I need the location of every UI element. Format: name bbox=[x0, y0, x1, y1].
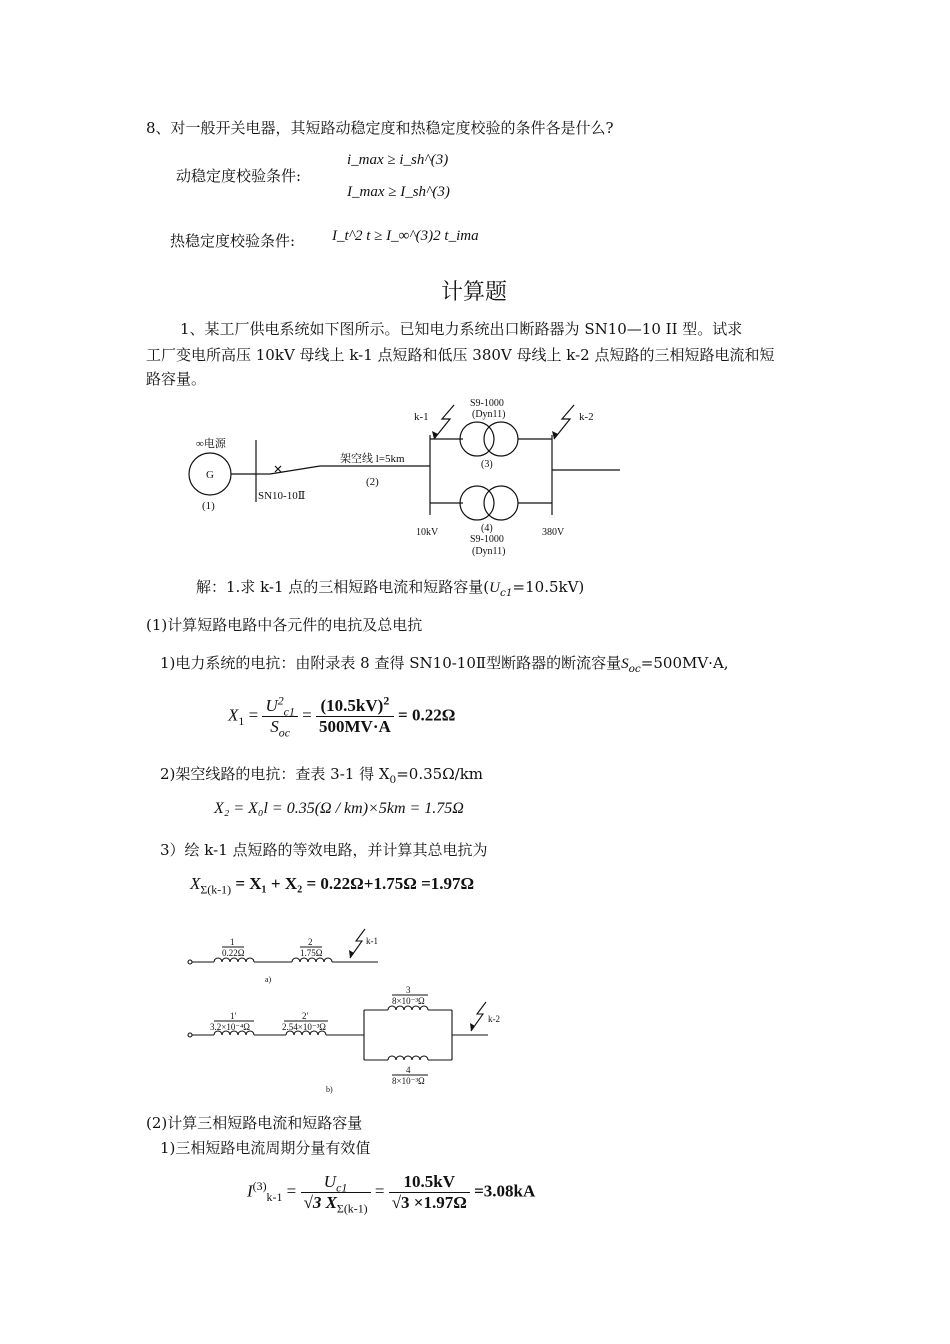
ik1-lhs: I bbox=[247, 1181, 253, 1201]
x1-num2: (10.5kV) bbox=[320, 696, 384, 715]
power-system-diagram bbox=[170, 395, 640, 565]
x1-num2-sup: 2 bbox=[383, 693, 390, 708]
solution-intro bbox=[196, 577, 584, 598]
problem-1-line-1: 1、某工厂供电系统如下图所示。已知电力系统出口断路器为 SN10—10 II 型。试求 bbox=[180, 320, 743, 338]
ik1-num1: U bbox=[323, 1172, 337, 1191]
b-element-1-num: 1′ bbox=[230, 1011, 237, 1021]
a-element-2-num: 2 bbox=[308, 937, 313, 947]
b-element-3-num: 3 bbox=[406, 985, 411, 995]
xsum-lhs-sub: Σ(k-1) bbox=[200, 882, 232, 897]
x1-lhs: X bbox=[228, 705, 239, 725]
element-1-label: (1) bbox=[202, 500, 215, 512]
ik1-den1-sub: Σ(k-1) bbox=[336, 1201, 368, 1216]
a-element-1-num: 1 bbox=[230, 937, 235, 947]
b-element-3-value: 8×10⁻³Ω bbox=[392, 996, 425, 1006]
x1-den2: 500MV·A bbox=[319, 717, 391, 736]
step-1-1-suffix: =500MV·A, bbox=[640, 654, 729, 672]
ik1-frac-2 bbox=[389, 1172, 470, 1213]
dynamic-eq-1: i_max ≥ i_sh^(3) bbox=[347, 152, 449, 168]
step-2-title: (2)计算三相短路电流和短路容量 bbox=[146, 1114, 363, 1132]
b-element-2-num: 2′ bbox=[302, 1011, 309, 1021]
ik1-num1-sub: c1 bbox=[336, 1180, 348, 1195]
equivalent-circuit-diagram bbox=[180, 925, 520, 1097]
a-k1-label: k-1 bbox=[366, 936, 378, 946]
b-element-4-num: 4 bbox=[406, 1065, 411, 1075]
step-1-title: (1)计算短路电路中各元件的电抗及总电抗 bbox=[146, 616, 423, 634]
a-element-1-value: 0.22Ω bbox=[222, 948, 245, 958]
equation-xsum bbox=[190, 874, 475, 897]
transformer-bottom-model: S9-1000 bbox=[470, 534, 504, 545]
x1-num-sub: c1 bbox=[283, 704, 295, 719]
solution-intro-suffix: =10.5kV) bbox=[512, 578, 585, 596]
ik1-frac-1 bbox=[301, 1172, 371, 1216]
element-3-label: (3) bbox=[481, 459, 493, 470]
k2-label: k-2 bbox=[579, 411, 594, 423]
problem-1-line-3: 路容量。 bbox=[146, 370, 207, 388]
dynamic-eq-2: I_max ≥ I_sh^(3) bbox=[347, 184, 450, 200]
overhead-line-label: 架空线 l=5km bbox=[340, 453, 405, 465]
step-2-1: 1)三相短路电流周期分量有效值 bbox=[160, 1139, 371, 1157]
ik1-den2: √3 ×1.97Ω bbox=[391, 1193, 467, 1212]
step-1-1 bbox=[160, 653, 729, 674]
step-1-2 bbox=[160, 764, 483, 784]
solution-intro-var: U bbox=[489, 580, 500, 596]
b-element-1-value: 3.2×10⁻⁴Ω bbox=[210, 1022, 250, 1032]
ik1-result: =3.08kA bbox=[474, 1181, 536, 1201]
x1-frac-1 bbox=[262, 693, 297, 740]
xsum-lhs: X bbox=[190, 874, 201, 893]
step-1-1-prefix: 1)电力系统的电抗：由附录表 8 查得 SN10-10Ⅱ型断路器的断流容量 bbox=[160, 654, 622, 672]
ik1-lhs-sub: k-1 bbox=[266, 1189, 283, 1204]
lv-voltage-label: 380V bbox=[542, 527, 565, 538]
section-title: 计算题 bbox=[441, 280, 508, 305]
step-1-2-suffix: =0.35Ω/km bbox=[396, 765, 484, 783]
b-element-2-value: 2.54×10⁻³Ω bbox=[282, 1022, 326, 1032]
x1-den: S bbox=[270, 717, 279, 736]
problem-1-line-2: 工厂变电所高压 10kV 母线上 k-1 点短路和低压 380V 母线上 k-2 点短路的三相短路电流和短 bbox=[146, 346, 775, 364]
solution-intro-prefix: 解：1.求 k-1 点的三相短路电流和短路容量( bbox=[196, 578, 490, 596]
equation-x1: $X_1$ = $\frac{U^2_{c1}}{S_{oc}}$ = $\frac{(10.5kV)^2}{500MV\cdot A}$ = 0.22Ω bbox=[228, 693, 456, 740]
hv-voltage-label: 10kV bbox=[416, 527, 439, 538]
generator-label: G bbox=[206, 469, 214, 481]
xsum-rest: = X₁ + X₂ = 0.22Ω+1.75Ω =1.97Ω bbox=[235, 874, 475, 893]
step-1-1-sub: oc bbox=[628, 663, 641, 675]
x1-result: = 0.22Ω bbox=[398, 705, 456, 725]
source-label: ∞电源 bbox=[196, 438, 226, 450]
b-k2-label: k-2 bbox=[488, 1014, 500, 1024]
a-element-2-value: 1.75Ω bbox=[300, 948, 323, 958]
step-1-2-sub: 0 bbox=[389, 774, 397, 786]
solution-intro-sub: c1 bbox=[499, 587, 513, 599]
x1-num-sup: 2 bbox=[277, 693, 284, 708]
b-label: b) bbox=[326, 1085, 333, 1094]
dynamic-stability-label: 动稳定度校验条件: bbox=[176, 167, 302, 185]
thermal-stability-label: 热稳定度校验条件: bbox=[170, 232, 296, 250]
element-4-label: (4) bbox=[481, 523, 493, 534]
thermal-eq: I_t^2 t ≥ I_∞^(3)2 t_ima bbox=[332, 228, 479, 244]
x1-frac-2 bbox=[316, 693, 394, 737]
x1-lhs-sub: 1 bbox=[238, 713, 245, 728]
a-label: a) bbox=[265, 975, 272, 984]
element-2-label: (2) bbox=[366, 476, 379, 488]
transformer-top-group: (Dyn11) bbox=[472, 409, 506, 420]
step-1-1-var: S bbox=[621, 656, 629, 672]
ik1-den1: √3 X bbox=[303, 1193, 337, 1212]
equation-x2: X₂ = X₀l = 0.35(Ω / km)×5km = 1.75Ω bbox=[214, 800, 464, 817]
step-1-2-text: 2)架空线路的电抗：查表 3-1 得 X bbox=[160, 765, 390, 783]
question-8: 8、对一般开关电器，其短路动稳定度和热稳定度校验的条件各是什么? bbox=[146, 119, 614, 137]
step-1-3: 3）绘 k-1 点短路的等效电路，并计算其总电抗为 bbox=[160, 841, 488, 859]
transformer-bottom-group: (Dyn11) bbox=[472, 546, 506, 557]
equation-ik1: $I^{(3)}_{k-1}$ = $\frac{U_{c1}}{√3 X_{\Sigma(k-1)}}$ = $\frac{10.5kV}{√3 \times 1.97\Omega}$ =3.08kA bbox=[247, 1172, 536, 1216]
x1-den-sub: oc bbox=[278, 725, 291, 740]
b-element-4-value: 8×10⁻³Ω bbox=[392, 1076, 425, 1086]
k1-label: k-1 bbox=[414, 411, 429, 423]
breaker-label: SN10-10Ⅱ bbox=[258, 490, 306, 502]
ik1-num2: 10.5kV bbox=[389, 1172, 470, 1193]
x1-num: U bbox=[265, 696, 278, 715]
ik1-lhs-sup: (3) bbox=[252, 1178, 267, 1193]
transformer-top-model: S9-1000 bbox=[470, 398, 504, 409]
